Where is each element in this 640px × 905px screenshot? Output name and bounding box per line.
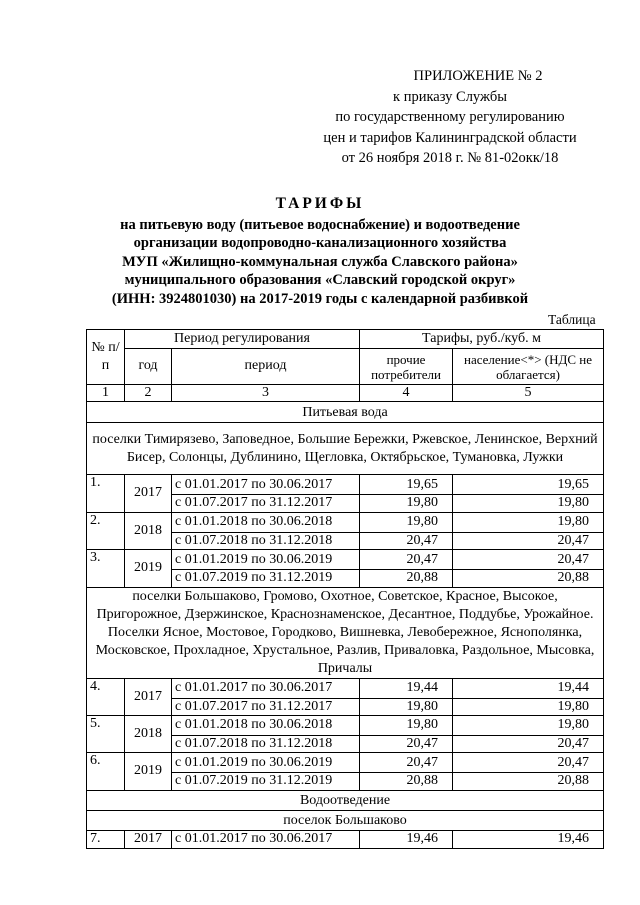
col-index-5: 5 (453, 385, 604, 402)
row-other-tariff: 19,65 (360, 475, 453, 495)
row-other-tariff: 19,80 (360, 698, 453, 715)
col-index-1: 1 (87, 385, 125, 402)
appendix-line-2: к приказу Службы (393, 88, 507, 105)
row-other-tariff: 20,47 (360, 753, 453, 773)
header-period: период (172, 349, 360, 385)
section-settlement-3: поселок Большаково (87, 810, 604, 830)
col-index-4: 4 (360, 385, 453, 402)
title-line-4: муниципального образования «Славский городской округ» (124, 272, 516, 288)
row-population-tariff: 20,47 (453, 753, 604, 773)
title-line-1: на питьевую воду (питьевое водоснабжение) и водоотведение (120, 216, 520, 233)
col-index-2: 2 (125, 385, 172, 402)
row-period: с 01.01.2017 по 30.06.2017 (172, 678, 360, 698)
row-population-tariff: 19,44 (453, 678, 604, 698)
row-year: 2019 (125, 550, 172, 587)
header-tariff-group: Тарифы, руб./куб. м (360, 330, 604, 349)
appendix-line-1: ПРИЛОЖЕНИЕ № 2 (413, 68, 543, 84)
table-label: Таблица (548, 312, 596, 327)
row-number: 2. (87, 512, 125, 549)
appendix-block (300, 66, 600, 169)
header-other: прочие потребители (360, 349, 453, 385)
title-line-0: ТАРИФЫ (275, 195, 365, 212)
row-other-tariff: 19,80 (360, 495, 453, 512)
header-num: № п/п (87, 330, 125, 385)
row-population-tariff: 19,65 (453, 475, 604, 495)
tariff-table (86, 329, 604, 849)
row-other-tariff: 20,47 (360, 532, 453, 549)
row-number: 7. (87, 830, 125, 848)
row-period: с 01.01.2017 по 30.06.2017 (172, 830, 360, 848)
row-period: с 01.01.2018 по 30.06.2018 (172, 512, 360, 532)
row-period: с 01.01.2018 по 30.06.2018 (172, 716, 360, 736)
row-other-tariff: 20,47 (360, 736, 453, 753)
row-other-tariff: 20,88 (360, 570, 453, 587)
row-population-tariff: 20,47 (453, 550, 604, 570)
row-period: с 01.07.2017 по 31.12.2017 (172, 698, 360, 715)
row-other-tariff: 19,80 (360, 512, 453, 532)
row-number: 5. (87, 716, 125, 753)
row-population-tariff: 20,88 (453, 570, 604, 587)
row-period: с 01.07.2017 по 31.12.2017 (172, 495, 360, 512)
row-period: с 01.07.2018 по 31.12.2018 (172, 532, 360, 549)
row-year: 2019 (125, 753, 172, 790)
row-other-tariff: 20,88 (360, 773, 453, 790)
header-population: население<*> (НДС не облагается) (453, 349, 604, 385)
row-year: 2017 (125, 475, 172, 512)
row-population-tariff: 20,88 (453, 773, 604, 790)
col-index-3: 3 (172, 385, 360, 402)
appendix-line-5: от 26 ноября 2018 г. № 81-02окк/18 (341, 150, 559, 166)
row-other-tariff: 19,46 (360, 830, 453, 848)
row-period: с 01.01.2019 по 30.06.2019 (172, 550, 360, 570)
row-other-tariff: 19,44 (360, 678, 453, 698)
row-period: с 01.07.2019 по 31.12.2019 (172, 773, 360, 790)
row-number: 3. (87, 550, 125, 587)
row-population-tariff: 19,46 (453, 830, 604, 848)
row-period: с 01.07.2019 по 31.12.2019 (172, 570, 360, 587)
appendix-line-3: по государственному регулированию (335, 109, 565, 125)
row-year: 2018 (125, 512, 172, 549)
row-number: 1. (87, 475, 125, 512)
section-settlements-2: поселки Большаково, Громово, Охотное, Советское, Красное, Высокое, Пригорожное, Дзержинское, Краснознаменское, Десантное, Поддубье, Урожайное. Поселки Ясное, Мостовое, Городково, Вишневка, Левобережное, Яснополянка, Московское, Прохладное, Хрустальное, Разлив, Приваловка, Раздольное, Мысовка, Причалы (87, 587, 604, 678)
title-line-3: МУП «Жилищно-коммунальная служба Славского района» (122, 253, 518, 270)
row-population-tariff: 19,80 (453, 698, 604, 715)
section-settlements-1: поселки Тимирязево, Заповедное, Большие Бережки, Ржевское, Ленинское, Верхний Бисер, Солонцы, Дублинино, Щегловка, Октябрьское, Тумановка, Лужки (87, 423, 604, 475)
row-other-tariff: 20,47 (360, 550, 453, 570)
row-population-tariff: 20,47 (453, 532, 604, 549)
title-line-5: (ИНН: 3924801030) на 2017-2019 годы с календарной разбивкой (111, 290, 529, 307)
header-year: год (125, 349, 172, 385)
row-population-tariff: 19,80 (453, 512, 604, 532)
row-population-tariff: 19,80 (453, 716, 604, 736)
section-water: Питьевая вода (87, 402, 604, 423)
title-line-2: организации водопроводно-канализационного хозяйства (133, 235, 507, 251)
row-year: 2017 (125, 678, 172, 715)
row-period: с 01.07.2018 по 31.12.2018 (172, 736, 360, 753)
row-number: 4. (87, 678, 125, 715)
row-population-tariff: 20,47 (453, 736, 604, 753)
appendix-line-4: цен и тарифов Калининградской области (323, 129, 577, 146)
header-period-group: Период регулирования (125, 330, 360, 349)
document-title (0, 195, 640, 308)
row-population-tariff: 19,80 (453, 495, 604, 512)
row-number: 6. (87, 753, 125, 790)
section-sewage: Водоотведение (87, 790, 604, 810)
row-year: 2018 (125, 716, 172, 753)
row-other-tariff: 19,80 (360, 716, 453, 736)
row-period: с 01.01.2017 по 30.06.2017 (172, 475, 360, 495)
row-period: с 01.01.2019 по 30.06.2019 (172, 753, 360, 773)
row-year: 2017 (125, 830, 172, 848)
